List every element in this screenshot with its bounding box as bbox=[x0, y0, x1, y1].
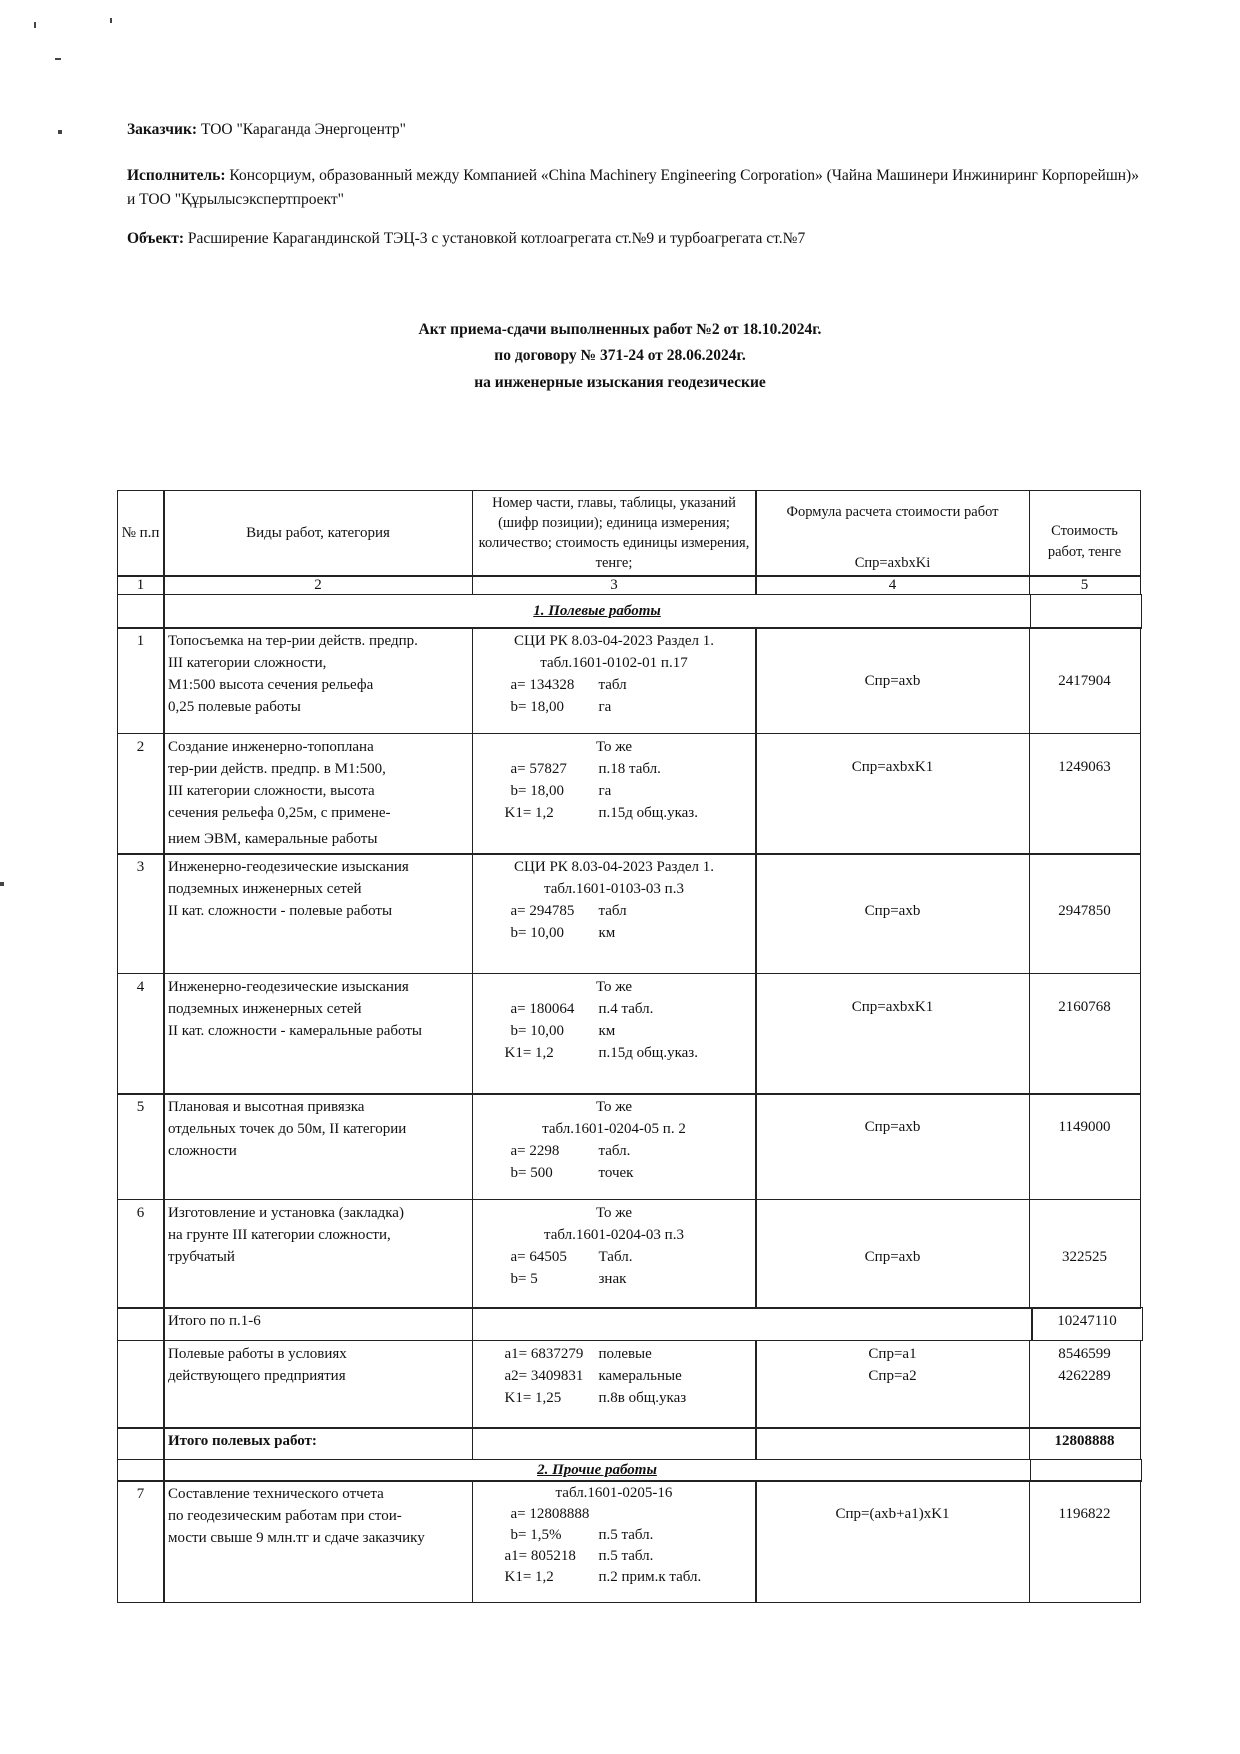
row-cost: 2947850 bbox=[1029, 853, 1141, 974]
col-number: 3 bbox=[472, 575, 757, 595]
col-number: 4 bbox=[755, 575, 1030, 595]
row-ref: То же a= 57827 п.18 табл. b= 18,00 га K1= 1,2 п.15д общ.указ. bbox=[472, 733, 757, 855]
header-formula-label: Формула расчета стоимости работ bbox=[786, 503, 999, 520]
row-formula: Спр=axb bbox=[755, 627, 1030, 734]
row-num: 1 bbox=[117, 627, 165, 734]
subtotal-row bbox=[118, 1309, 1143, 1342]
object-line bbox=[127, 227, 1147, 251]
scan-speck bbox=[0, 882, 4, 886]
header-cost: Стоимость работ, тенге bbox=[1029, 490, 1141, 577]
row-cost: 1249063 bbox=[1029, 733, 1141, 855]
scan-speck bbox=[58, 130, 62, 134]
row-formula: Спр=axbxK1 bbox=[755, 733, 1030, 855]
row-num: 2 bbox=[117, 733, 165, 855]
customer-line bbox=[127, 118, 1147, 142]
header-formula-spec: Спр=axbxKi bbox=[854, 554, 931, 571]
header-num: № п.п bbox=[117, 490, 165, 577]
total-field-row bbox=[118, 1429, 1143, 1461]
row-num: 6 bbox=[117, 1199, 165, 1309]
section-title: 1. Полевые работы bbox=[163, 594, 1031, 629]
row-work: Полевые работы в условиях действующего предприятия bbox=[163, 1340, 473, 1429]
row-ref: табл.1601-0205-16 a= 12808888 b= 1,5% п.5 табл. a1= 805218 п.5 табл. K1= 1,2 п.2 прим.к табл. bbox=[472, 1480, 757, 1603]
row-num: 7 bbox=[117, 1480, 165, 1603]
col-number: 1 bbox=[117, 575, 165, 595]
row-cost: 8546599 4262289 bbox=[1029, 1340, 1141, 1429]
act-title: Акт приема-сдачи выполненных работ №2 от 18.10.2024г. bbox=[418, 321, 822, 338]
object-value: Расширение Карагандинской ТЭЦ-3 с установкой котлоагрегата ст.№9 и турбоагрегата ст.№7 bbox=[187, 230, 806, 247]
row-ref: СЦИ РК 8.03-04-2023 Раздел 1. табл.1601-0103-03 п.3 a= 294785 табл b= 10,00 км bbox=[472, 853, 757, 974]
scan-speck bbox=[55, 58, 61, 60]
header-work: Виды работ, категория bbox=[163, 490, 473, 577]
table-row bbox=[118, 974, 1143, 1095]
table-row bbox=[118, 1200, 1143, 1309]
row-formula: Спр=axb bbox=[755, 1199, 1030, 1309]
total-field-cost: 12808888 bbox=[1029, 1427, 1141, 1460]
column-numbers-row bbox=[118, 577, 1143, 596]
row-work: Плановая и высотная привязка отдельных точек до 50м, II категории сложности bbox=[163, 1093, 473, 1200]
contractor-label: Исполнитель: bbox=[127, 167, 226, 184]
row-cost: 322525 bbox=[1029, 1199, 1141, 1309]
field-conditions-row bbox=[118, 1341, 1143, 1429]
customer-label: Заказчик: bbox=[127, 121, 198, 138]
row-formula: Спр=axb bbox=[755, 1093, 1030, 1200]
row-num: 3 bbox=[117, 853, 165, 974]
row-ref: То же табл.1601-0204-05 п. 2 a= 2298 табл. b= 500 точек bbox=[472, 1093, 757, 1200]
row-work: Инженерно-геодезические изыскания подземных инженерных сетей II кат. сложности - полевые работы bbox=[163, 853, 473, 974]
row-work: Инженерно-геодезические изыскания подземных инженерных сетей II кат. сложности - камеральные работы bbox=[163, 973, 473, 1095]
contract-line: по договору № 371-24 от 28.06.2024г. bbox=[494, 347, 746, 364]
row-ref: То же табл.1601-0204-03 п.3 a= 64505 Табл. b= 5 знак bbox=[472, 1199, 757, 1309]
table-header-row bbox=[118, 491, 1143, 577]
total-field-label: Итого полевых работ: bbox=[163, 1427, 473, 1460]
row-work: Создание инженерно-топоплана тер-рии действ. предпр. в М1:500, III категории сложности, высота сечения рельефа 0,25м, с примене- нием ЭВМ, камеральные работы bbox=[163, 733, 473, 855]
table-row bbox=[118, 855, 1143, 975]
row-formula: Спр=axbxK1 bbox=[755, 973, 1030, 1095]
row-work: Изготовление и установка (закладка) на грунте III категории сложности, трубчатый bbox=[163, 1199, 473, 1309]
row-formula: Спр=axb bbox=[755, 853, 1030, 974]
row-formula: Спр=(axb+a1)xK1 bbox=[755, 1480, 1030, 1603]
row-cost: 2417904 bbox=[1029, 627, 1141, 734]
subtotal-cost: 10247110 bbox=[1031, 1307, 1143, 1341]
col-number: 5 bbox=[1029, 575, 1141, 595]
table-row bbox=[118, 629, 1143, 735]
row-cost: 1149000 bbox=[1029, 1093, 1141, 1200]
row-work: Составление технического отчета по геодезическим работам при стои- мости свыше 9 млн.тг и сдаче заказчику bbox=[163, 1480, 473, 1603]
header-formula bbox=[755, 490, 1030, 577]
row-cost: 1196822 bbox=[1029, 1480, 1141, 1603]
row-num: 4 bbox=[117, 973, 165, 1095]
col-number: 2 bbox=[163, 575, 473, 595]
customer-value: ТОО "Караганда Энергоцентр" bbox=[200, 121, 406, 138]
subtotal-label: Итого по п.1-6 bbox=[163, 1307, 473, 1341]
row-work: Топосъемка на тер-рии действ. предпр. III категории сложности, М1:500 высота сечения рельефа 0,25 полевые работы bbox=[163, 627, 473, 734]
contractor-line bbox=[127, 164, 1147, 212]
header-ref: Номер части, главы, таблицы, указаний (шифр позиции); единица измерения; количество; стоимость единицы измерения, тенге; bbox=[472, 490, 757, 577]
table-row bbox=[118, 734, 1143, 855]
scan-speck bbox=[110, 18, 112, 23]
table-row bbox=[118, 1482, 1143, 1604]
row-ref: a1= 6837279 полевые a2= 3409831 камеральные K1= 1,25 п.8в общ.указ bbox=[472, 1340, 757, 1429]
row-cost: 2160768 bbox=[1029, 973, 1141, 1095]
scan-speck bbox=[34, 22, 36, 28]
row-formula: Спр=a1 Спр=a2 bbox=[755, 1340, 1030, 1429]
work-type-line: на инженерные изыскания геодезические bbox=[474, 374, 766, 391]
contractor-value: Консорциум, образованный между Компанией «China Machinery Engineering Corporation» (Чайна Машинери Инжиниринг Корпорейшн)» и ТОО "Құрылысэкспертпроект" bbox=[127, 167, 1139, 208]
table-row bbox=[118, 1095, 1143, 1201]
section-1-row bbox=[118, 595, 1143, 629]
row-ref: СЦИ РК 8.03-04-2023 Раздел 1. табл.1601-0102-01 п.17 a= 134328 табл b= 18,00 га bbox=[472, 627, 757, 734]
object-label: Объект: bbox=[127, 230, 185, 247]
works-table bbox=[118, 491, 1143, 1603]
section-2-row bbox=[118, 1460, 1143, 1482]
row-ref: То же a= 180064 п.4 табл. b= 10,00 км K1= 1,2 п.15д общ.указ. bbox=[472, 973, 757, 1095]
row-num: 5 bbox=[117, 1093, 165, 1200]
section-title: 2. Прочие работы bbox=[163, 1459, 1031, 1482]
